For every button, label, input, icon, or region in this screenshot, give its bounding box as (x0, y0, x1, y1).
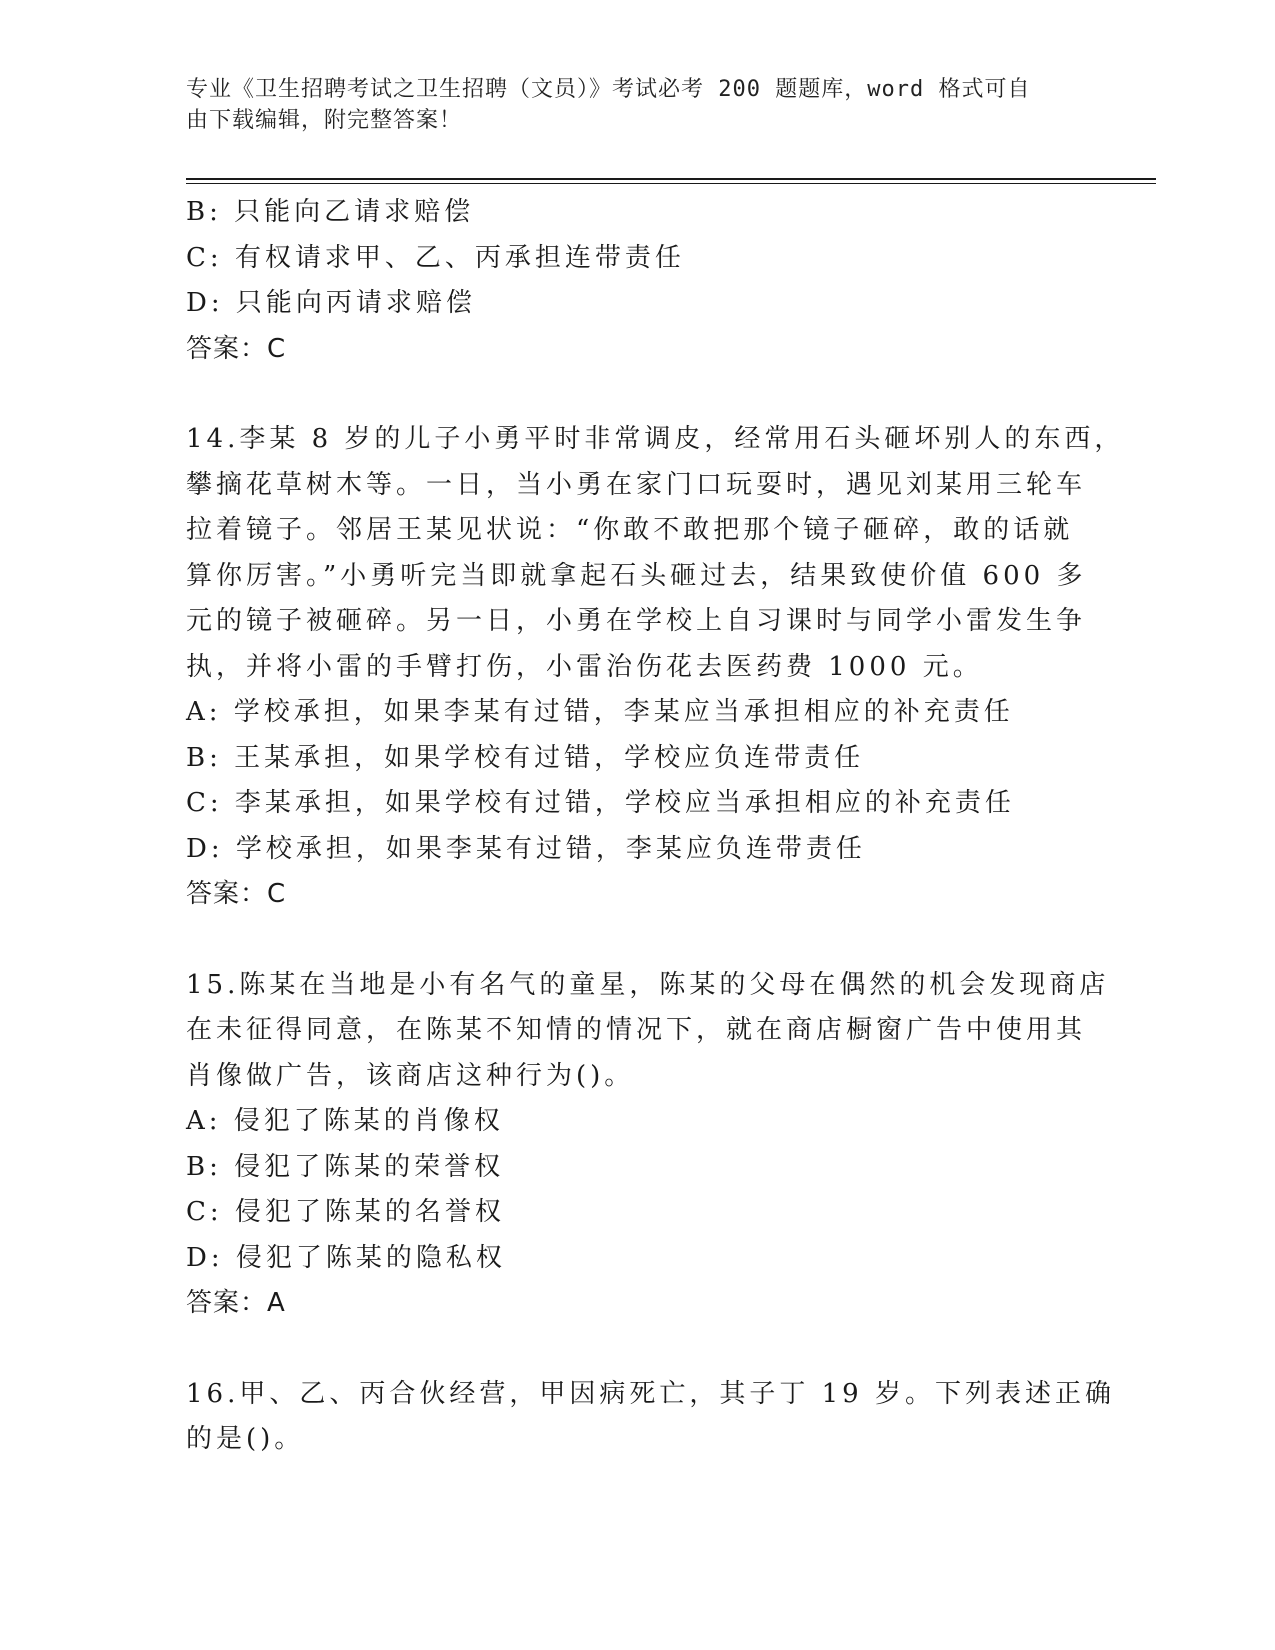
question-14 (186, 417, 1125, 918)
answer-line: 答案：A (186, 1288, 286, 1318)
document-body (186, 190, 1125, 1463)
question-stem-line: 肖像做广告，该商店这种行为()。 (186, 1060, 635, 1091)
header-divider-thin (186, 183, 1156, 184)
spacer (186, 918, 1076, 963)
option-c: C: 李某承担，如果学校有过错，学校应当承担相应的补充责任 (186, 788, 1015, 818)
question-stem-line: 拉着镜子。邻居王某见状说：“你敢不敢把那个镜子砸碎，敢的话就 (186, 515, 1074, 545)
question-stem-line: 在未征得同意，在陈某不知情的情况下，就在商店橱窗广告中使用其 (186, 1015, 1087, 1045)
question-stem-line: 攀摘花草树木等。一日，当小勇在家门口玩耍时，遇见刘某用三轮车 (186, 469, 1087, 500)
option-b: B: 侵犯了陈某的荣誉权 (186, 1151, 505, 1182)
question-stem-line: 元的镜子被砸碎。另一日，小勇在学校上自习课时与同学小雷发生争 (186, 606, 1087, 636)
option-a: A: 侵犯了陈某的肖像权 (186, 1106, 504, 1136)
question-stem-line: 16.甲、乙、丙合伙经营，甲因病死亡，其子丁 19 岁。下列表述正确 (186, 1378, 1115, 1409)
option-b: B: 只能向乙请求赔偿 (186, 197, 475, 227)
question-stem-line: 15.陈某在当地是小有名气的童星，陈某的父母在偶然的机会发现商店 (186, 969, 1110, 1000)
question-stem-line: 的是()。 (186, 1424, 305, 1454)
document-header (186, 74, 1066, 136)
option-c: C: 侵犯了陈某的名誉权 (186, 1197, 505, 1227)
option-b: B: 王某承担，如果学校有过错，学校应负连带责任 (186, 742, 865, 773)
question-stem-line: 算你厉害。”小勇听完当即就拿起石头砸过去，结果致使价值 600 多 (186, 560, 1087, 591)
header-line-2: 由下载编辑，附完整答案！ (186, 108, 463, 133)
header-line-1: 专业《卫生招聘考试之卫生招聘（文员）》考试必考 200 题题库，word 格式可自 (186, 77, 1031, 102)
question-15 (186, 963, 1110, 1327)
spacer (186, 1327, 1076, 1372)
answer-line: 答案：C (186, 879, 287, 909)
answer-line: 答案：C (186, 333, 287, 364)
option-d: D: 学校承担，如果李某有过错，李某应负连带责任 (186, 833, 866, 864)
question-16 (186, 1372, 1115, 1463)
option-c: C: 有权请求甲、乙、丙承担连带责任 (186, 242, 685, 273)
question-stem-line: 14.李某 8 岁的儿子小勇平时非常调皮，经常用石头砸坏别人的东西， (186, 424, 1125, 454)
spacer (186, 372, 1076, 417)
header-divider-thick (186, 178, 1156, 180)
question-stem-line: 执，并将小雷的手臂打伤，小雷治伤花去医药费 1000 元。 (186, 651, 983, 682)
option-d: D: 只能向丙请求赔偿 (186, 288, 476, 318)
question-fragment (186, 190, 1076, 372)
option-a: A: 学校承担，如果李某有过错，李某应当承担相应的补充责任 (186, 697, 1014, 727)
option-d: D: 侵犯了陈某的隐私权 (186, 1242, 506, 1273)
